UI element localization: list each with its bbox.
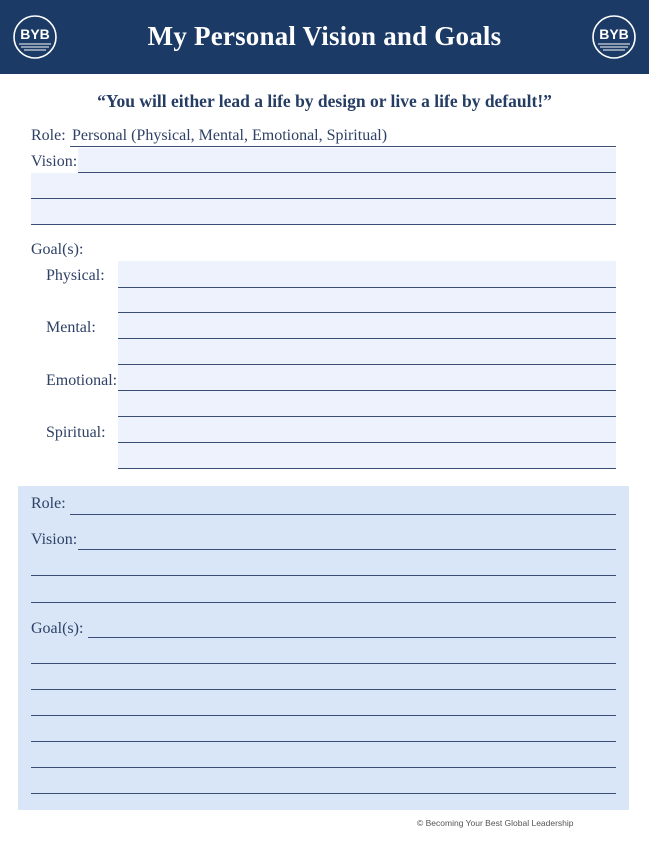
svg-text:BYB: BYB bbox=[599, 26, 629, 42]
goal-spiritual-label: Spiritual: bbox=[46, 424, 106, 441]
vision-line-3 bbox=[31, 224, 616, 225]
vision2-line-2[interactable] bbox=[31, 575, 616, 576]
copyright-footer: © Becoming Your Best Global Leadership bbox=[417, 818, 574, 828]
goal-emotional-label: Emotional: bbox=[46, 372, 118, 389]
byb-logo-right bbox=[591, 14, 637, 60]
goals2-line-1[interactable] bbox=[88, 637, 616, 638]
goal-mental-label: Mental: bbox=[46, 319, 96, 336]
goals2-line-7[interactable] bbox=[31, 793, 616, 794]
role-value: Personal (Physical, Mental, Emotional, Spiritual) bbox=[72, 127, 388, 144]
role-line bbox=[70, 146, 616, 147]
vision2-line-3[interactable] bbox=[31, 602, 616, 603]
goals2-line-2[interactable] bbox=[31, 663, 616, 664]
vision-field[interactable] bbox=[78, 148, 616, 173]
goals2-label: Goal(s): bbox=[31, 620, 84, 637]
goals2-line-5[interactable] bbox=[31, 741, 616, 742]
vision2-label: Vision: bbox=[31, 531, 78, 548]
goal-spiritual-line-1 bbox=[118, 442, 616, 443]
role2-label: Role: bbox=[31, 495, 66, 512]
vision-line-2 bbox=[31, 198, 616, 199]
goal-spiritual-line-2 bbox=[118, 468, 616, 469]
goal-physical-line-2 bbox=[118, 312, 616, 313]
goal-physical-label: Physical: bbox=[46, 267, 105, 284]
role-label: Role: bbox=[31, 127, 66, 144]
header-banner bbox=[0, 0, 649, 74]
svg-text:BYB: BYB bbox=[20, 26, 50, 42]
custom-role-section bbox=[18, 486, 629, 810]
vision-line-1 bbox=[78, 172, 616, 173]
goal-emotional-line-2 bbox=[118, 416, 616, 417]
role2-line[interactable] bbox=[70, 514, 616, 515]
goals2-line-6[interactable] bbox=[31, 767, 616, 768]
vision-quote: “You will either lead a life by design or live a life by default!” bbox=[97, 91, 552, 111]
goals-field[interactable] bbox=[118, 261, 616, 469]
goal-physical-line-1 bbox=[118, 287, 616, 288]
goal-mental-line-2 bbox=[118, 364, 616, 365]
vision2-line-1[interactable] bbox=[78, 549, 616, 550]
goals-label: Goal(s): bbox=[31, 241, 84, 258]
page-title: My Personal Vision and Goals bbox=[147, 21, 502, 51]
goal-emotional-line-1 bbox=[118, 390, 616, 391]
goals2-line-3[interactable] bbox=[31, 689, 616, 690]
goal-mental-line-1 bbox=[118, 338, 616, 339]
goals2-line-4[interactable] bbox=[31, 715, 616, 716]
vision-label: Vision: bbox=[31, 153, 78, 170]
